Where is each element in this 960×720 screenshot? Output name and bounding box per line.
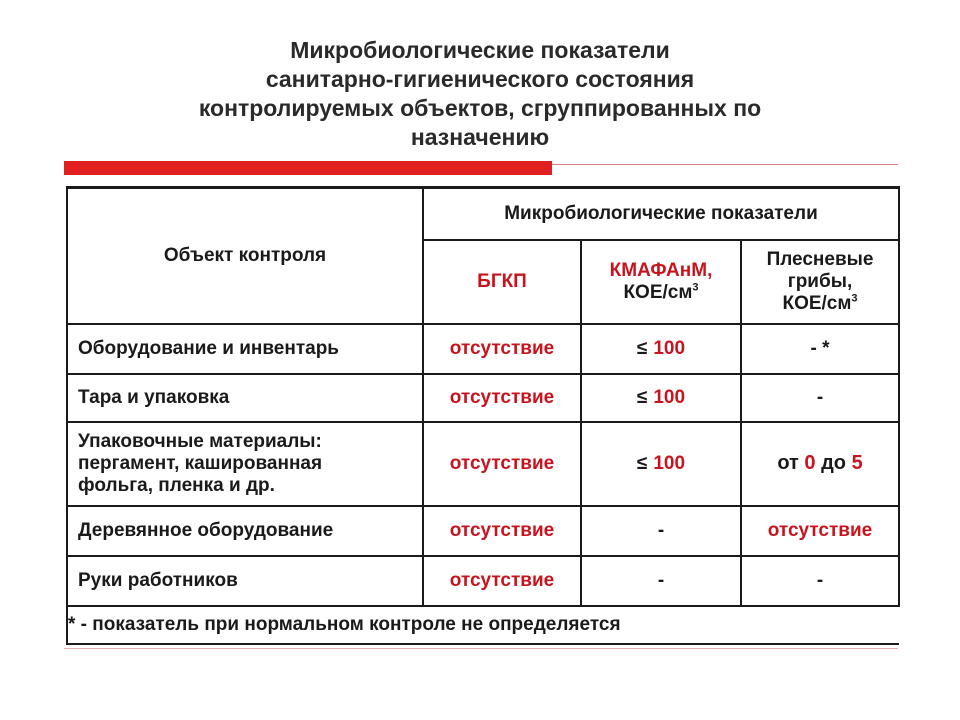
row-kmafanm — [581, 324, 741, 374]
row-object — [67, 422, 423, 506]
decorative-bottom-line — [64, 648, 898, 649]
le-symbol: ≤ — [636, 337, 648, 359]
row-object: Деревянное оборудование — [67, 506, 423, 556]
decorative-red-bar — [64, 161, 552, 175]
header-bgkp: БГКП — [423, 240, 581, 324]
mold-from-value: 0 — [804, 452, 816, 474]
le-symbol: ≤ — [636, 452, 648, 474]
mold-to-value: 5 — [851, 452, 863, 474]
row-kmafanm: - — [581, 506, 741, 556]
table-row — [67, 556, 899, 606]
title-line-1: Микробиологические показатели — [290, 37, 670, 63]
header-mold — [741, 240, 899, 324]
row-object-line: фольга, пленка и др. — [78, 474, 275, 496]
header-kmafanm-unit: КОЕ/см — [623, 281, 693, 303]
mold-to: до — [821, 452, 846, 474]
row-kmafanm — [581, 374, 741, 422]
title-line-3: контролируемых объектов, сгруппированных по — [198, 95, 762, 121]
row-kmafanm-value: 100 — [653, 337, 686, 359]
row-mold — [741, 422, 899, 506]
title-line-2: санитарно-гигиенического состояния — [265, 66, 695, 92]
row-object: Оборудование и инвентарь — [67, 324, 423, 374]
header-mold-line1: Плесневые — [766, 248, 874, 270]
row-object-line: пергамент, кашированная — [78, 452, 323, 474]
row-object: Тара и упаковка — [67, 374, 423, 422]
header-mold-line2: грибы, — [787, 270, 853, 292]
row-mold: - * — [741, 324, 899, 374]
table-row — [67, 506, 899, 556]
footnote-row — [67, 606, 899, 644]
mold-from: от — [777, 452, 799, 474]
header-mold-unit: КОЕ/см — [782, 292, 852, 314]
row-bgkp: отсутствие — [423, 324, 581, 374]
table-row — [67, 422, 899, 506]
row-bgkp: отсутствие — [423, 422, 581, 506]
row-mold: - — [741, 556, 899, 606]
header-mold-sup: 3 — [851, 292, 858, 305]
header-object: Объект контроля — [67, 188, 423, 324]
row-bgkp: отсутствие — [423, 374, 581, 422]
header-row-1 — [67, 188, 899, 240]
indicators-table — [66, 186, 900, 645]
row-kmafanm-value: 100 — [653, 386, 686, 408]
page-title — [60, 36, 900, 152]
row-kmafanm-value: 100 — [653, 452, 686, 474]
table-row — [67, 324, 899, 374]
header-kmafanm — [581, 240, 741, 324]
decorative-thin-line — [552, 164, 898, 165]
header-group: Микробиологические показатели — [423, 188, 899, 240]
table-row — [67, 374, 899, 422]
title-line-4: назначению — [410, 124, 550, 150]
row-kmafanm — [581, 422, 741, 506]
row-bgkp: отсутствие — [423, 506, 581, 556]
le-symbol: ≤ — [636, 386, 648, 408]
header-kmafanm-label: КМАФАнМ, — [609, 259, 713, 281]
row-object-line: Упаковочные материалы: — [78, 430, 322, 452]
row-mold: отсутствие — [741, 506, 899, 556]
footnote: * - показатель при нормальном контроле не определяется — [67, 606, 899, 644]
header-kmafanm-sup: 3 — [692, 281, 699, 294]
row-mold: - — [741, 374, 899, 422]
row-bgkp: отсутствие — [423, 556, 581, 606]
row-object: Руки работников — [67, 556, 423, 606]
row-kmafanm: - — [581, 556, 741, 606]
